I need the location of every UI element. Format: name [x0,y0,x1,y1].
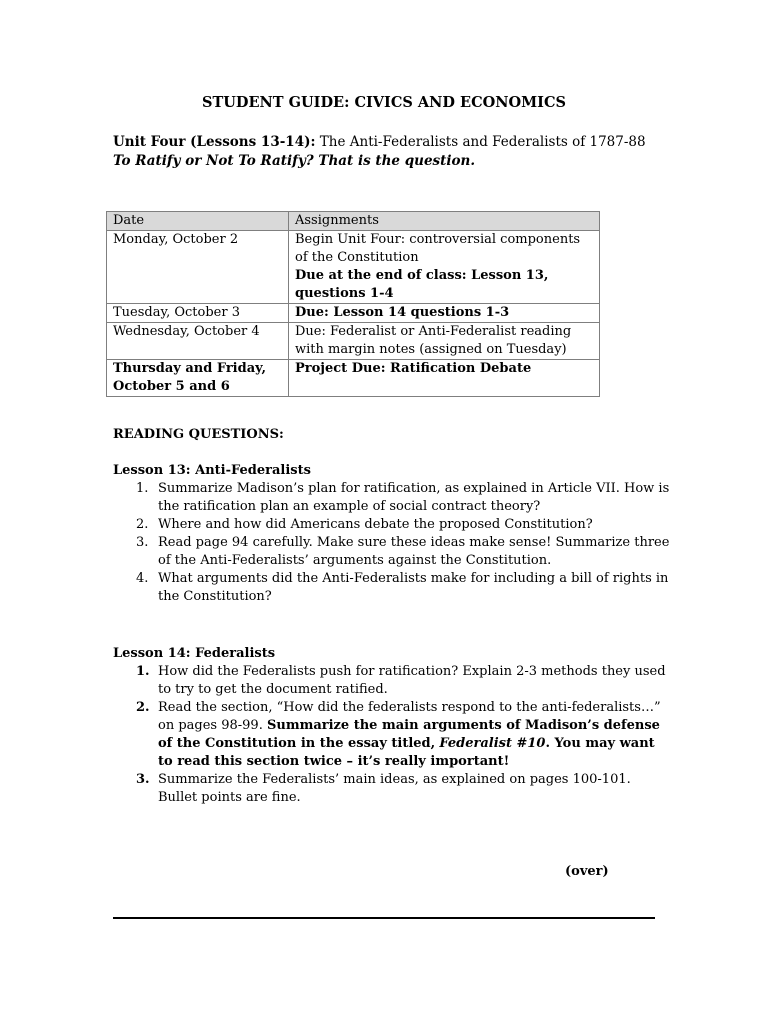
column-header-date: Date [107,212,289,231]
date-cell: Thursday and Friday, October 5 and 6 [107,360,289,397]
lesson-14-section [113,645,673,807]
assignment-due-text: Due at the end of class: Lesson 13, questions 1-4 [295,268,549,301]
table-row [107,304,600,323]
list-item [113,663,673,699]
question-text: How did the Federalists push for ratification? Explain 2-3 methods they used to try to get the document ratified. [158,664,666,697]
assignment-cell: Due: Lesson 14 questions 1-3 [289,304,600,323]
schedule-table [106,211,600,397]
lesson-13-section [113,462,673,606]
question-text: Where and how did Americans debate the proposed Constitution? [158,517,593,532]
question-text: Summarize Madison’s plan for ratification, as explained in Article VII. How is the ratification plan an example of social contract theory? [158,481,670,514]
date-cell: Monday, October 2 [107,231,289,304]
date-cell: Wednesday, October 4 [107,323,289,360]
question-number: 2. [136,517,149,532]
table-row [107,231,600,304]
unit-heading [113,133,673,151]
question-text: Summarize the Federalists’ main ideas, as explained on pages 100-101. Bullet points are fine. [158,772,631,805]
bottom-rule-divider [113,917,655,919]
question-text: What arguments did the Anti-Federalists make for including a bill of rights in the Constitution? [158,571,669,604]
essay-title: Federalist #10 [439,736,546,751]
question-number: 4. [136,571,149,586]
assignment-cell: Due: Federalist or Anti-Federalist reading with margin notes (assigned on Tuesday) [289,323,600,360]
unit-label: Unit Four (Lessons 13-14): [113,134,316,150]
list-item [113,570,673,606]
lesson-14-questions [113,663,673,807]
assignment-text: Begin Unit Four: controversial components of the Constitution [295,232,581,265]
date-cell: Tuesday, October 3 [107,304,289,323]
question-number: 1. [136,664,150,679]
unit-subtitle: To Ratify or Not To Ratify? That is the question. [113,153,476,169]
reading-questions-heading: READING QUESTIONS: [113,427,284,442]
question-number: 3. [136,535,149,550]
question-emphasis-text-end: . You may want to read this section twice – it’s really important! [158,736,655,769]
lesson-13-questions [113,480,673,606]
page-title: STUDENT GUIDE: CIVICS AND ECONOMICS [202,94,566,111]
column-header-assignments: Assignments [289,212,600,231]
list-item [113,699,673,771]
table-header-row [107,212,600,231]
table-row [107,360,600,397]
question-number: 3. [136,772,150,787]
over-label: (over) [565,864,609,879]
lesson-14-title: Lesson 14: Federalists [113,646,276,661]
list-item [113,480,673,516]
question-number: 2. [136,700,150,715]
question-number: 1. [136,481,149,496]
lesson-13-title: Lesson 13: Anti-Federalists [113,463,311,478]
question-emphasis-text: Summarize the main arguments of Madison’s defense of the Constitution in the essay titled, [158,718,660,751]
unit-topic: The Anti-Federalists and Federalists of 1787-88 [319,134,646,150]
table-row [107,323,600,360]
question-text: Read page 94 carefully. Make sure these ideas make sense! Summarize three of the Anti-Federalists’ arguments against the Constitution. [158,535,670,568]
assignment-cell [289,231,600,304]
list-item [113,534,673,570]
assignment-cell: Project Due: Ratification Debate [289,360,600,397]
question-text: Read the section, “How did the federalists respond to the anti-federalists…” on pages 98-99. [158,700,661,733]
list-item [113,516,673,534]
list-item [113,771,673,807]
